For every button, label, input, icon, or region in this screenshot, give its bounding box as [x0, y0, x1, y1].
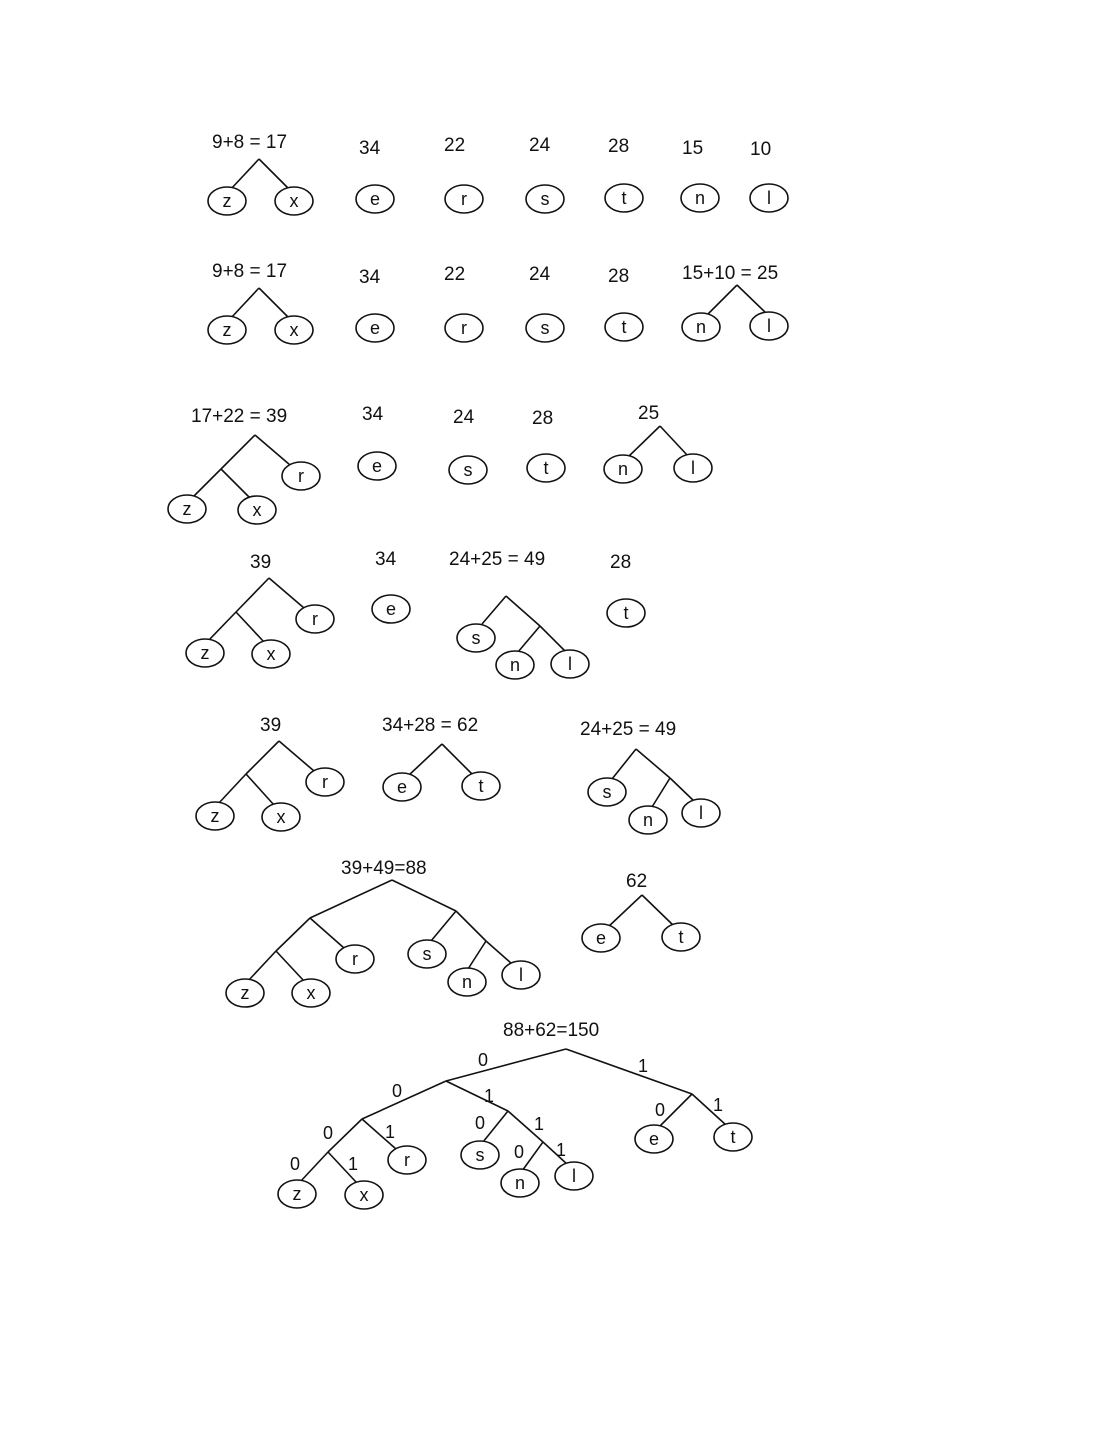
tree-edge	[483, 1111, 508, 1142]
svg-text:e: e	[648, 1129, 660, 1149]
tree-edge	[310, 918, 344, 948]
weight-label: 39	[260, 715, 282, 736]
leaf-node-s	[526, 185, 564, 213]
leaf-node-z	[226, 979, 264, 1007]
leaf-node-e	[635, 1125, 673, 1153]
weight-label: 28	[532, 408, 554, 429]
svg-text:r: r	[312, 609, 318, 629]
weight-label: 24+25 = 49	[449, 549, 546, 570]
svg-text:s: s	[540, 318, 550, 338]
leaf-node-r	[336, 945, 374, 973]
weight-label: 10	[750, 139, 772, 160]
weight-label: 25	[638, 403, 660, 424]
weight-label: 39	[250, 552, 272, 573]
row-7-final-tree	[278, 1020, 752, 1209]
svg-text:x: x	[306, 983, 316, 1003]
tree-edge	[486, 941, 512, 964]
weight-label: 24	[453, 407, 475, 428]
leaf-node-z	[186, 639, 224, 667]
leaf-node-s	[461, 1141, 499, 1169]
svg-text:z: z	[240, 983, 250, 1003]
svg-text:e: e	[396, 777, 408, 797]
leaf-node-s	[588, 778, 626, 806]
weight-label: 34+28 = 62	[382, 715, 479, 736]
svg-text:z: z	[222, 320, 232, 340]
svg-text:t: t	[478, 776, 484, 796]
leaf-node-r	[388, 1146, 426, 1174]
leaf-node-n	[448, 968, 486, 996]
edge-bit-label: 1	[534, 1114, 545, 1134]
leaf-node-e	[356, 185, 394, 213]
leaf-node-s	[449, 456, 487, 484]
tree-edge	[737, 285, 766, 313]
svg-text:x: x	[252, 500, 262, 520]
tree-edge	[236, 578, 269, 612]
leaf-node-s	[526, 314, 564, 342]
leaf-node-t	[462, 772, 500, 800]
leaf-node-t	[527, 454, 565, 482]
leaf-node-l	[682, 799, 720, 827]
leaf-node-l	[674, 454, 712, 482]
svg-text:e: e	[369, 189, 381, 209]
svg-text:n: n	[617, 459, 629, 479]
edge-bit-label: 0	[655, 1100, 666, 1120]
svg-text:r: r	[461, 189, 467, 209]
leaf-node-l	[750, 312, 788, 340]
svg-text:t: t	[730, 1127, 736, 1147]
tree-edge	[446, 1049, 566, 1081]
tree-edge	[518, 626, 540, 652]
leaf-node-e	[582, 924, 620, 952]
svg-text:z: z	[182, 499, 192, 519]
svg-text:t: t	[623, 603, 629, 623]
tree-edge	[442, 744, 472, 774]
tree-edge	[362, 1081, 446, 1119]
svg-text:z: z	[292, 1184, 302, 1204]
edge-bit-label: 1	[348, 1154, 359, 1174]
svg-text:z: z	[200, 643, 210, 663]
leaf-node-x	[238, 496, 276, 524]
svg-text:l: l	[699, 803, 703, 823]
leaf-node-t	[607, 599, 645, 627]
weight-label: 24+25 = 49	[580, 719, 677, 740]
tree-edge	[408, 744, 442, 776]
tree-edge	[660, 426, 688, 456]
svg-text:x: x	[289, 320, 299, 340]
svg-text:s: s	[475, 1145, 485, 1165]
svg-text:r: r	[352, 949, 358, 969]
leaf-node-x	[252, 640, 290, 668]
svg-text:n: n	[509, 655, 521, 675]
svg-text:s: s	[540, 189, 550, 209]
leaf-node-z	[196, 802, 234, 830]
leaf-node-r	[306, 768, 344, 796]
row-2	[208, 261, 788, 344]
tree-edge	[506, 596, 540, 626]
tree-edge	[310, 880, 392, 918]
svg-text:n: n	[694, 188, 706, 208]
tree-edge	[255, 435, 290, 465]
leaf-node-e	[372, 595, 410, 623]
weight-label: 15	[682, 138, 704, 159]
tree-edge	[246, 774, 274, 805]
leaf-node-l	[502, 961, 540, 989]
tree-edge	[652, 778, 670, 807]
tree-edge	[482, 596, 506, 624]
edge-bit-label: 1	[385, 1122, 396, 1142]
leaf-node-n	[604, 455, 642, 483]
weight-label: 62	[626, 871, 648, 892]
tree-edge	[236, 612, 264, 642]
svg-text:n: n	[514, 1173, 526, 1193]
svg-text:l: l	[568, 654, 572, 674]
tree-edge	[300, 1152, 328, 1182]
svg-text:n: n	[461, 972, 473, 992]
leaf-node-z	[208, 316, 246, 344]
leaf-node-t	[662, 923, 700, 951]
svg-text:e: e	[595, 928, 607, 948]
tree-edge	[230, 288, 259, 319]
tree-edge	[276, 951, 304, 981]
svg-text:l: l	[572, 1166, 576, 1186]
svg-text:l: l	[767, 316, 771, 336]
leaf-node-n	[496, 651, 534, 679]
leaf-node-n	[682, 313, 720, 341]
svg-text:t: t	[543, 458, 549, 478]
edge-bit-label: 0	[323, 1123, 334, 1143]
svg-text:z: z	[210, 806, 220, 826]
svg-text:x: x	[276, 807, 286, 827]
svg-text:l: l	[767, 188, 771, 208]
tree-edge	[269, 578, 304, 608]
tree-edge	[446, 1081, 508, 1111]
svg-text:s: s	[471, 628, 481, 648]
leaf-node-x	[275, 187, 313, 215]
leaf-node-t	[605, 313, 643, 341]
tree-edge	[540, 626, 565, 651]
row-6	[226, 858, 700, 1007]
svg-text:r: r	[404, 1150, 410, 1170]
weight-label: 24	[529, 264, 551, 285]
leaf-node-l	[750, 184, 788, 212]
edge-bit-label: 0	[478, 1050, 489, 1070]
edge-bit-label: 0	[392, 1081, 403, 1101]
tree-edge	[642, 895, 674, 926]
leaf-node-s	[457, 624, 495, 652]
leaf-node-e	[356, 314, 394, 342]
row-4	[186, 549, 645, 679]
tree-edge	[276, 918, 310, 951]
weight-label: 24	[529, 135, 551, 156]
svg-text:x: x	[359, 1185, 369, 1205]
weight-label: 28	[608, 266, 630, 287]
leaf-node-z	[208, 187, 246, 215]
tree-edge	[248, 951, 276, 981]
edge-bit-label: 1	[556, 1140, 567, 1160]
leaf-node-t	[605, 184, 643, 212]
leaf-node-x	[262, 803, 300, 831]
row-1	[208, 132, 788, 215]
tree-edge	[218, 774, 246, 804]
svg-text:s: s	[463, 460, 473, 480]
svg-text:t: t	[621, 188, 627, 208]
edge-bit-label: 1	[484, 1086, 495, 1106]
svg-text:l: l	[519, 965, 523, 985]
tree-edge	[670, 778, 695, 802]
tree-edge	[230, 159, 259, 190]
leaf-node-r	[282, 462, 320, 490]
leaf-node-e	[383, 773, 421, 801]
leaf-node-l	[551, 650, 589, 678]
weight-label: 34	[359, 138, 381, 159]
tree-edge	[208, 612, 236, 641]
svg-text:t: t	[678, 927, 684, 947]
svg-text:e: e	[369, 318, 381, 338]
tree-edge	[522, 1142, 543, 1171]
tree-edge	[279, 741, 314, 771]
edge-bit-label: 1	[638, 1056, 649, 1076]
tree-edge	[456, 911, 486, 941]
svg-text:z: z	[222, 191, 232, 211]
tree-edge	[259, 159, 290, 190]
svg-text:x: x	[289, 191, 299, 211]
svg-text:e: e	[371, 456, 383, 476]
leaf-node-r	[445, 185, 483, 213]
leaf-node-x	[275, 316, 313, 344]
leaf-node-n	[681, 184, 719, 212]
tree-edge	[706, 285, 737, 316]
leaf-node-t	[714, 1123, 752, 1151]
svg-text:r: r	[322, 772, 328, 792]
tree-edge	[259, 288, 290, 319]
weight-label: 9+8 = 17	[212, 261, 288, 282]
weight-label: 17+22 = 39	[191, 406, 288, 427]
weight-label: 9+8 = 17	[212, 132, 288, 153]
tree-edge	[431, 911, 456, 941]
tree-edge	[566, 1049, 692, 1094]
leaf-node-x	[292, 979, 330, 1007]
tree-edge	[246, 741, 279, 774]
leaf-node-r	[445, 314, 483, 342]
svg-text:n: n	[642, 810, 654, 830]
tree-edge	[328, 1119, 362, 1152]
svg-text:e: e	[385, 599, 397, 619]
weight-label: 34	[362, 404, 384, 425]
weight-label: 15+10 = 25	[682, 263, 779, 284]
leaf-node-l	[555, 1162, 593, 1190]
svg-text:s: s	[602, 782, 612, 802]
leaf-node-n	[501, 1169, 539, 1197]
tree-edge	[628, 426, 660, 457]
tree-edge	[636, 749, 670, 778]
leaf-node-e	[358, 452, 396, 480]
weight-label: 88+62=150	[503, 1020, 600, 1041]
edge-bit-label: 0	[290, 1154, 301, 1174]
tree-edge	[221, 469, 250, 498]
edge-bit-label: 0	[514, 1142, 525, 1162]
row-5	[196, 715, 720, 834]
tree-edge	[468, 941, 486, 969]
svg-text:r: r	[298, 466, 304, 486]
weight-label: 28	[608, 136, 630, 157]
edge-bit-label: 1	[713, 1095, 724, 1115]
leaf-node-s	[408, 940, 446, 968]
tree-edge	[392, 880, 456, 911]
tree-edge	[221, 435, 255, 469]
tree-edge	[612, 749, 636, 779]
weight-label: 22	[444, 264, 466, 285]
row-3	[168, 403, 712, 524]
svg-text:r: r	[461, 318, 467, 338]
weight-label: 34	[359, 267, 381, 288]
tree-edge	[193, 469, 221, 497]
weight-label: 39+49=88	[341, 858, 427, 879]
svg-text:s: s	[422, 944, 432, 964]
svg-text:l: l	[691, 458, 695, 478]
leaf-node-n	[629, 806, 667, 834]
weight-label: 28	[610, 552, 632, 573]
leaf-node-z	[278, 1180, 316, 1208]
leaf-node-x	[345, 1181, 383, 1209]
svg-text:n: n	[695, 317, 707, 337]
weight-label: 22	[444, 135, 466, 156]
edge-bit-label: 0	[475, 1113, 486, 1133]
weight-label: 34	[375, 549, 397, 570]
tree-edge	[607, 895, 642, 928]
leaf-node-z	[168, 495, 206, 523]
leaf-node-r	[296, 605, 334, 633]
svg-text:x: x	[266, 644, 276, 664]
svg-text:t: t	[621, 317, 627, 337]
